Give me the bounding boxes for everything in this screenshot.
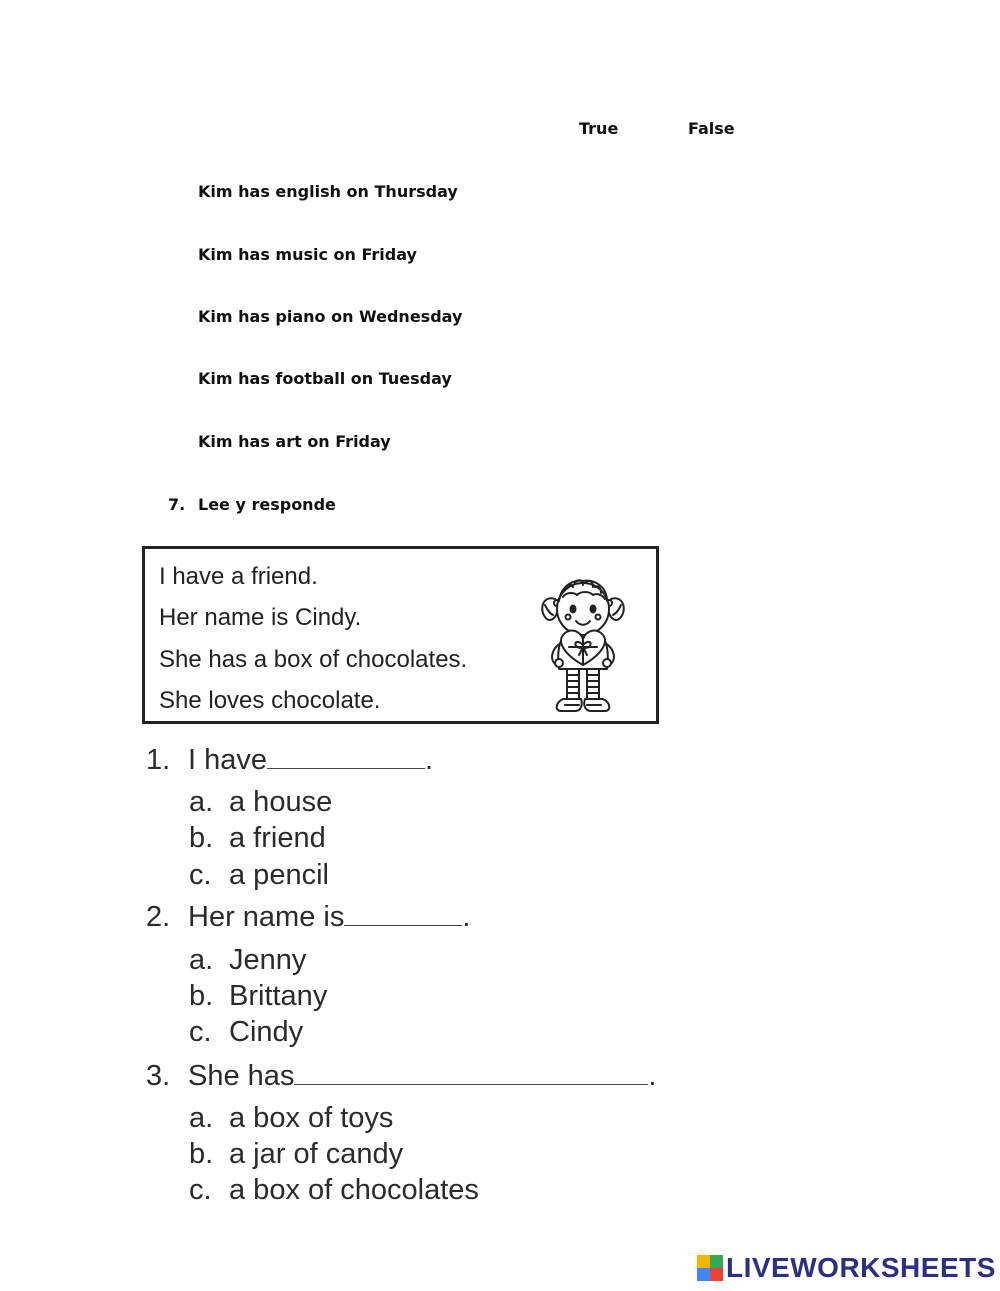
question-1-number: 1. [146,744,171,776]
question-2-option-a: Jenny [229,944,307,976]
liveworksheets-wordmark: LIVEWORKSHEETS [726,1252,996,1283]
question-1-stem [188,744,433,777]
question-3-period: . [648,1060,657,1092]
question-1-option-b: a friend [229,822,326,854]
statement-4: Kim has football on Tuesday [198,369,452,388]
passage-line-4: She loves chocolate. [159,687,381,714]
logo-square-3 [697,1268,710,1281]
question-1-option-c-letter: c. [189,859,212,891]
question-3-option-a: a box of toys [229,1102,394,1134]
question-2-period: . [462,901,471,933]
question-3-option-c: a box of chocolates [229,1174,479,1206]
question-3-option-b-letter: b. [189,1138,214,1170]
question-1-stem-text: I have [188,744,267,776]
true-column-header: True [579,119,619,138]
statement-5: Kim has art on Friday [198,432,391,451]
statement-3: Kim has piano on Wednesday [198,307,463,326]
logo-square-4 [710,1268,723,1281]
question-1-period: . [425,744,434,776]
question-3-option-a-letter: a. [189,1102,214,1134]
question-2-option-a-letter: a. [189,944,214,976]
false-column-header: False [688,119,735,138]
liveworksheets-logo-icon [697,1255,723,1281]
question-1-option-b-letter: b. [189,822,214,854]
statement-1: Kim has english on Thursday [198,182,458,201]
question-2-stem-text: Her name is [188,901,345,933]
question-2-blank [344,903,462,926]
statement-2: Kim has music on Friday [198,245,417,264]
passage-line-2: Her name is Cindy. [159,604,362,631]
section-7-number: 7. [168,495,186,514]
passage-line-1: I have a friend. [159,563,318,590]
question-1-option-a: a house [229,786,333,818]
liveworksheets-brand[interactable] [697,1253,996,1283]
logo-square-1 [697,1255,710,1268]
question-3-stem [188,1060,656,1093]
question-1-option-a-letter: a. [189,786,214,818]
question-2-option-b: Brittany [229,980,328,1012]
question-2-stem [188,901,470,934]
section-7-title: Lee y responde [198,495,336,514]
girl-with-heart-illustration [535,569,631,725]
question-3-stem-text: She has [188,1060,295,1092]
question-2-option-c-letter: c. [189,1016,212,1048]
question-1-blank [267,746,425,769]
question-3-option-c-letter: c. [189,1174,212,1206]
question-2-number: 2. [146,901,171,933]
question-2-option-c: Cindy [229,1016,304,1048]
question-1-option-c: a pencil [229,859,329,891]
question-3-blank [294,1062,648,1085]
question-3-option-b: a jar of candy [229,1138,404,1170]
passage-line-3: She has a box of chocolates. [159,646,468,673]
question-2-option-b-letter: b. [189,980,214,1012]
question-3-number: 3. [146,1060,171,1092]
logo-square-2 [710,1255,723,1268]
reading-passage-box [142,546,659,724]
